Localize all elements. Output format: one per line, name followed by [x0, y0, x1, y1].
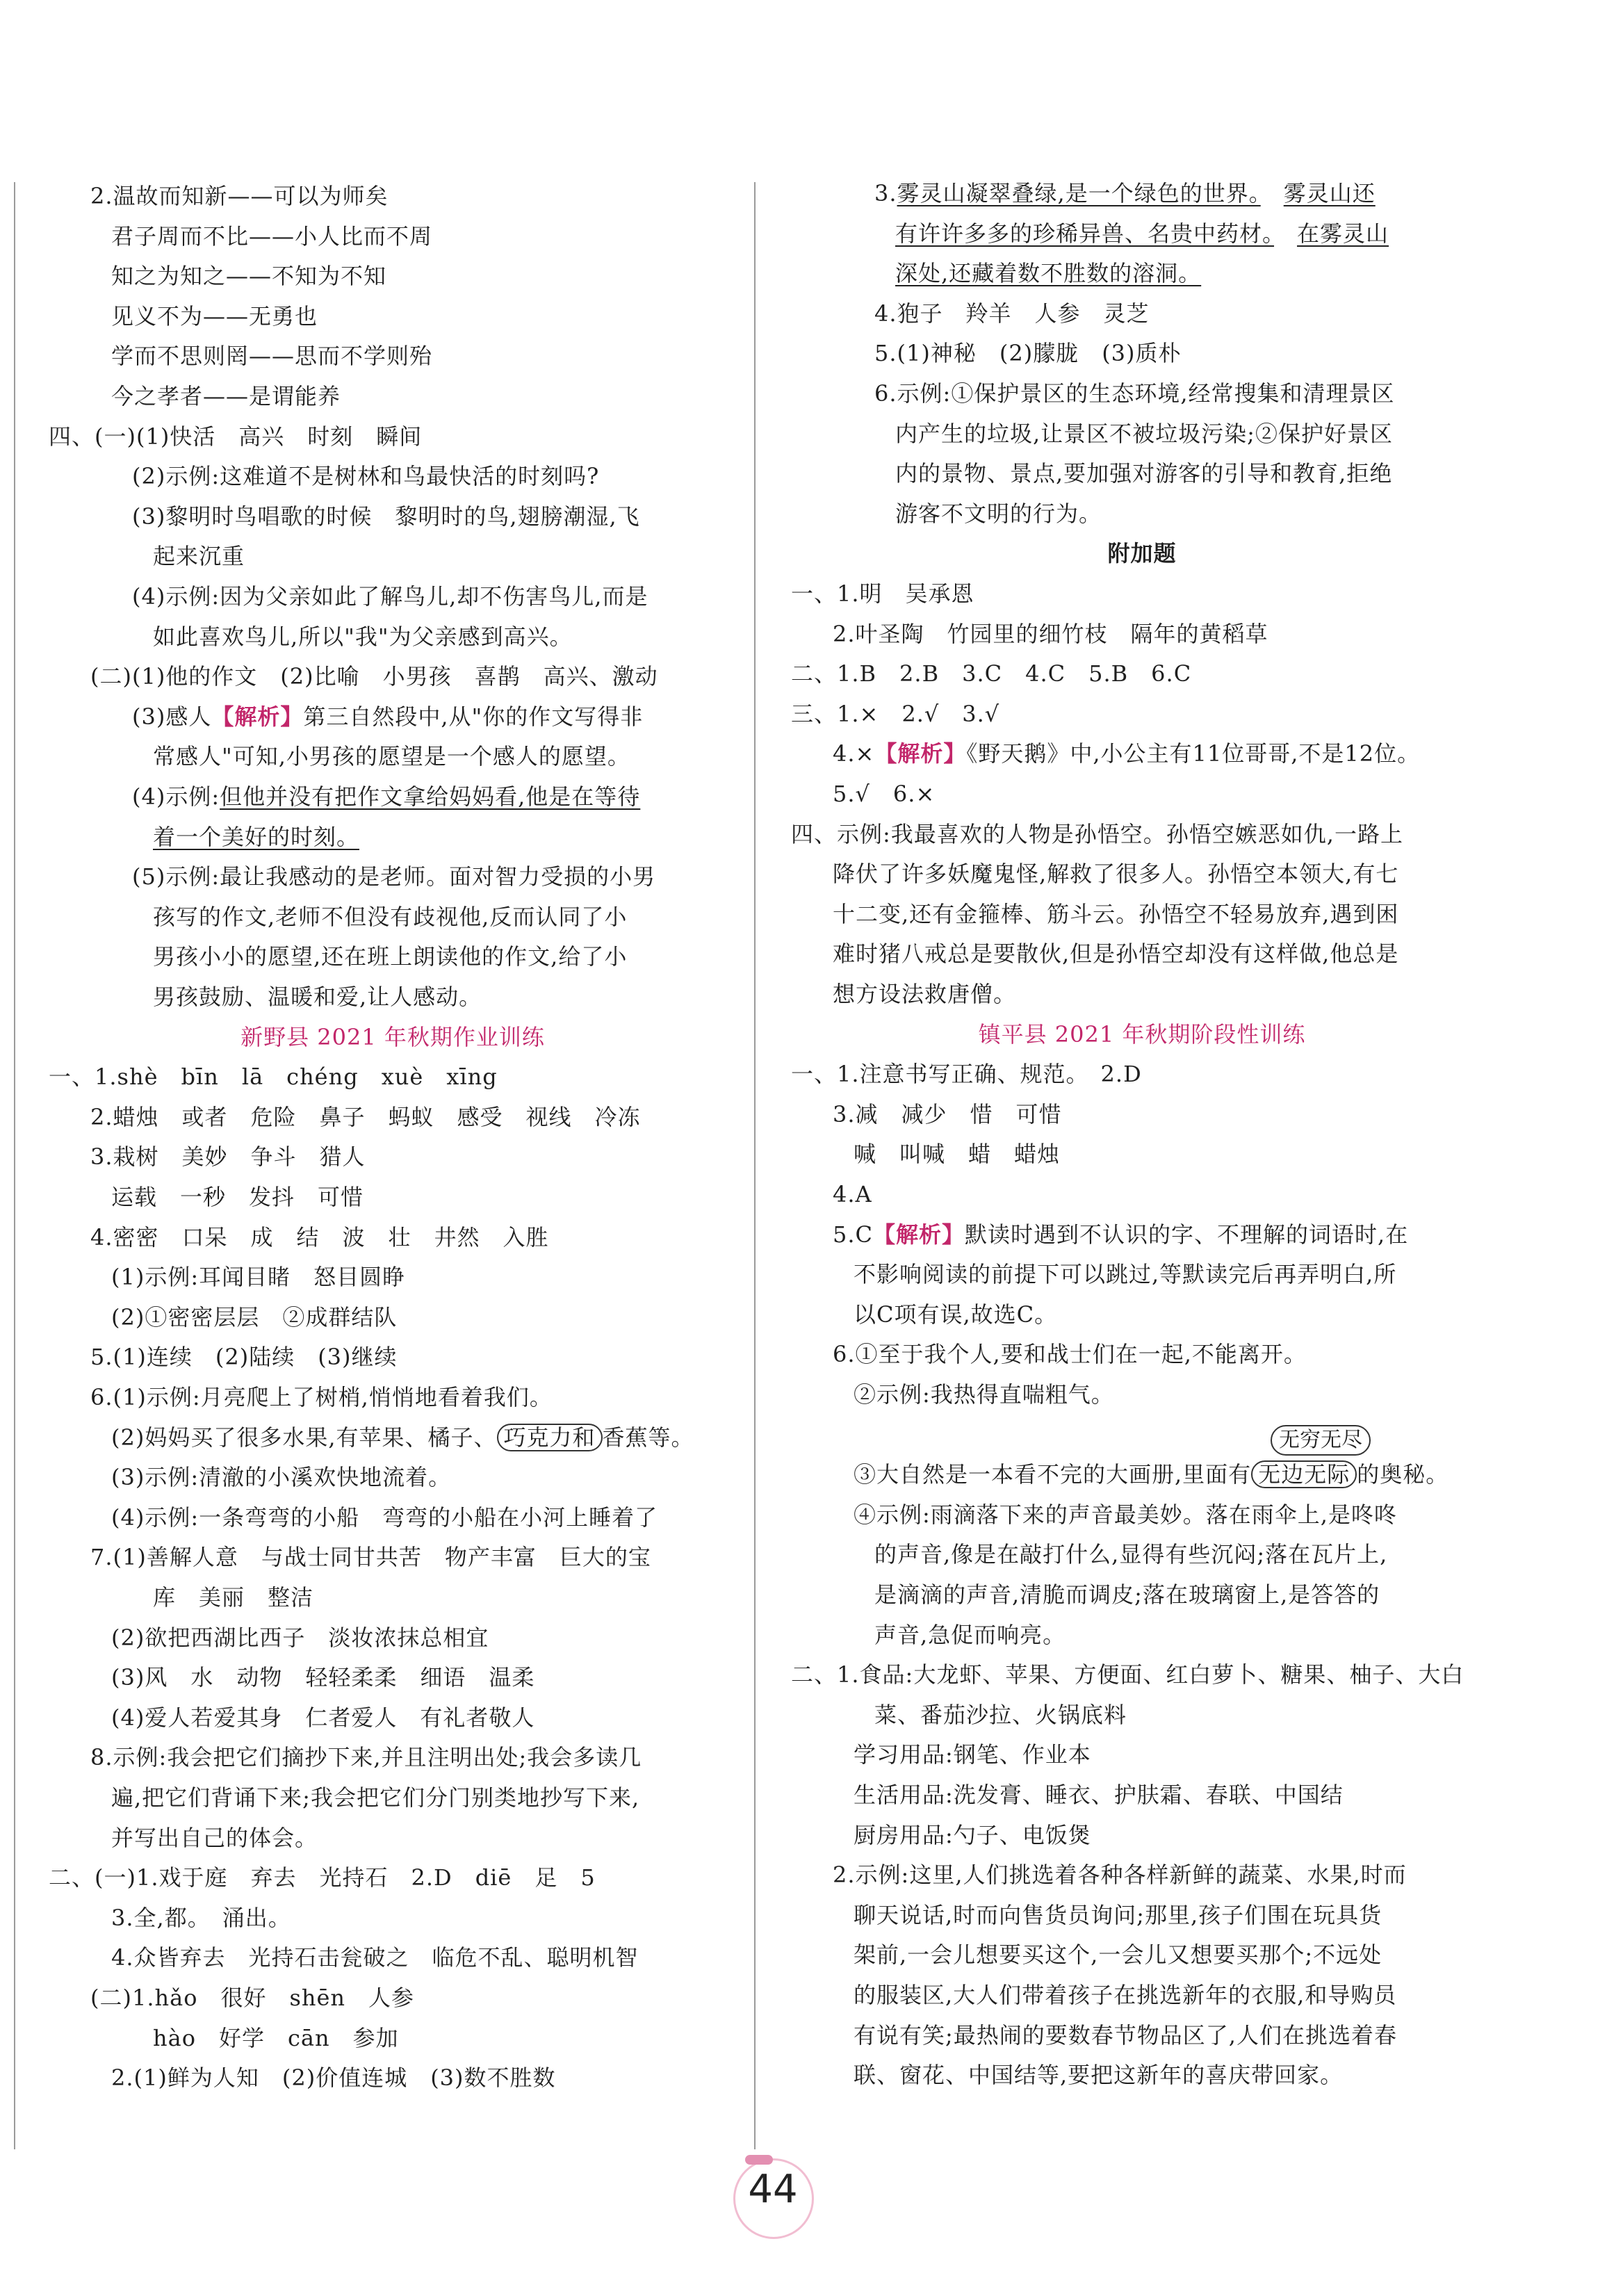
line-text: 知之为知之——不知为不知	[111, 263, 387, 290]
answer-line	[90, 1743, 642, 1771]
line-text: 聊天说话,时而向售货员询问;那里,孩子们围在玩具货	[854, 1901, 1382, 1928]
answer-line	[49, 1063, 498, 1091]
line-text: 不影响阅读的前提下可以跳过,等默读完后再弄明白,所	[854, 1261, 1397, 1288]
line-text: 学而不思则罔——思而不学则殆	[111, 343, 433, 370]
line-text: 男孩鼓励、温暖和爱,让人感动。	[153, 984, 482, 1010]
answer-line	[153, 903, 627, 931]
answer-line	[90, 1543, 651, 1571]
answer-line	[833, 1221, 1408, 1248]
line-text: 二、1.B 2.B 3.C 4.C 5.B 6.C	[791, 660, 1192, 687]
answer-line	[854, 1301, 1057, 1328]
underlined-answer: 在雾灵山	[1297, 220, 1389, 247]
answer-line	[90, 182, 389, 210]
line-text: 喊 叫喊 蜡 蜡烛	[854, 1141, 1061, 1168]
line-text: ②示例:我热得直喘粗气。	[854, 1381, 1114, 1408]
line-text: 2.示例:这里,人们挑选着各种各样新鲜的蔬菜、水果,时而	[833, 1862, 1407, 1889]
line-text: 见义不为——无勇也	[111, 302, 318, 329]
underlined-answer: 深处,还藏着数不胜数的溶洞。	[895, 260, 1202, 287]
line-text: 2.蜡烛 或者 危险 鼻子 蚂蚁 感受 视线 冷冻	[90, 1103, 641, 1130]
answer-line	[111, 1704, 534, 1732]
answer-line	[854, 1501, 1397, 1529]
answer-line	[111, 1303, 397, 1331]
line-text: ③大自然是一本看不完的大画册,里面有	[854, 1461, 1252, 1488]
line-text: 内产生的垃圾,让景区不被垃圾污染;②保护好景区	[895, 420, 1393, 447]
answer-line	[111, 1663, 534, 1691]
line-text: 4.A	[833, 1181, 872, 1207]
answer-line	[90, 1984, 414, 2012]
line-text: 如此喜欢鸟儿,所以"我"为父亲感到高兴。	[153, 623, 573, 650]
analysis-text: 第三自然段中,从"你的作文写得非	[303, 703, 644, 730]
line-text: 三、1.× 2.√ 3.√	[791, 700, 1000, 727]
line-text: 常感人"可知,小男孩的愿望是一个感人的愿望。	[153, 743, 630, 770]
answer-line	[874, 339, 1182, 367]
line-text: 有说有笑;最热闹的要数春节物品区了,人们在挑选着春	[854, 2021, 1397, 2049]
answer-line	[90, 1383, 553, 1411]
line-text: 运载 一秒 发抖 可惜	[111, 1184, 364, 1210]
line-text: 男孩小小的愿望,还在班上朗读他的作文,给了小	[153, 943, 628, 970]
line-text: 二、(一)1.戏于庭 弃去 光持石 2.D diē 足 5	[49, 1864, 596, 1891]
answer-line	[111, 1824, 318, 1852]
line-text: (4)示例:因为父亲如此了解鸟儿,却不伤害鸟儿,而是	[132, 583, 648, 610]
answer-line	[111, 262, 386, 290]
line-text: 遍,把它们背诵下来;我会把它们分门别类地抄写下来,	[111, 1784, 640, 1811]
answer-line	[111, 1904, 291, 1932]
underlined-answer: 着一个美好的时刻。	[153, 823, 360, 850]
line-text: 以C项有误,故选C。	[854, 1301, 1058, 1328]
answer-line	[874, 300, 1150, 327]
line-text: 的服装区,大人们带着孩子在挑选新年的衣服,和导购员	[854, 1982, 1397, 2008]
answer-line	[833, 740, 1420, 767]
answer-line	[90, 1103, 641, 1131]
gap	[1261, 180, 1284, 206]
answer-line	[111, 1424, 694, 1451]
correction-bubble: 无穷无尽	[1271, 1425, 1371, 1456]
line-text: 的声音,像是在敲打什么,显得有些沉闷;落在瓦片上,	[874, 1541, 1388, 1568]
answer-line	[791, 660, 1191, 687]
line-text: 四、(一)(1)快活 高兴 时刻 瞬间	[49, 423, 423, 450]
answer-line	[833, 780, 935, 808]
answer-line	[895, 420, 1393, 448]
answer-line	[153, 542, 245, 570]
line-text: 4.密密 口呆 成 结 波 壮 井然 入胜	[90, 1223, 549, 1251]
circled-word: 巧克力和	[497, 1424, 603, 1451]
line-text: 菜、番茄沙拉、火锅底料	[874, 1701, 1127, 1728]
line-text: 5.(1)神秘 (2)朦胧 (3)质朴	[874, 340, 1182, 367]
line-text: 4.×	[833, 740, 875, 767]
line-tail: 的奥秘。	[1357, 1461, 1449, 1488]
answer-line	[111, 1183, 364, 1211]
answer-line	[874, 1581, 1380, 1609]
analysis-text: 默读时遇到不认识的字、不理解的词语时,在	[965, 1221, 1409, 1248]
answer-line	[833, 1180, 872, 1208]
line-text: 难时猪八戒总是要散伙,但是孙悟空却没有这样做,他总是	[833, 941, 1399, 968]
line-text: 是滴滴的声音,清脆而调皮;落在玻璃窗上,是答答的	[874, 1581, 1380, 1608]
column-divider	[754, 182, 756, 2149]
line-text: (二)(1)他的作文 (2)比喻 小男孩 喜鹊 高兴、激动	[90, 663, 658, 690]
line-text: (3)黎明时鸟唱歌的时候 黎明时的鸟,翅膀潮湿,飞	[132, 503, 640, 530]
answer-line	[111, 1784, 639, 1811]
answer-line	[874, 179, 1376, 207]
answer-line	[111, 1463, 451, 1491]
circled-word: 无边无际	[1251, 1460, 1357, 1488]
answer-line	[833, 900, 1398, 928]
line-text: 并写出自己的体会。	[111, 1824, 318, 1851]
answer-line	[854, 1981, 1396, 2009]
line-text: 7.(1)善解人意 与战士同甘共苦 物产丰富 巨大的宝	[90, 1544, 651, 1571]
answer-line	[833, 860, 1398, 888]
section-title-zhenping: 镇平县 2021 年秋期阶段性训练	[978, 1020, 1306, 1048]
line-text: 十二变,还有金箍棒、筋斗云。孙悟空不轻易放弃,遇到困	[833, 900, 1399, 927]
answer-line	[111, 382, 341, 410]
analysis-tag: 【解析】	[873, 1221, 965, 1248]
answer-line	[132, 583, 648, 610]
answer-line	[132, 503, 640, 530]
answer-line	[111, 342, 432, 370]
answer-line	[153, 823, 359, 851]
answer-line	[791, 580, 974, 608]
page-number: 44	[748, 2167, 798, 2212]
answer-line	[833, 940, 1398, 968]
line-text: 今之孝者——是谓能养	[111, 383, 341, 409]
answer-line	[153, 983, 482, 1011]
line-text: 声音,急促而响亮。	[874, 1621, 1066, 1648]
line-text: (3)示例:清澈的小溪欢快地流着。	[111, 1464, 452, 1491]
answer-line	[854, 1260, 1396, 1288]
answer-line	[132, 703, 643, 731]
line-text: 联、窗花、中国结等,要把这新年的喜庆带回家。	[854, 2062, 1344, 2089]
line-text: 3.	[874, 180, 897, 206]
answer-line	[833, 1100, 1062, 1128]
answer-line	[854, 1821, 1091, 1849]
answer-line	[833, 980, 1016, 1008]
answer-line	[111, 1624, 489, 1652]
underlined-answer: 有许许多多的珍稀异兽、名贵中药材。	[895, 220, 1275, 247]
answer-line	[132, 863, 655, 890]
answer-line	[153, 943, 627, 970]
line-text: 降伏了许多妖魔鬼怪,解救了很多人。孙悟空本领大,有七	[833, 861, 1399, 888]
answer-line	[854, 2021, 1397, 2049]
analysis-tag: 【解析】	[211, 703, 304, 730]
line-text: 内的景物、景点,要加强对游客的引导和教育,拒绝	[895, 460, 1393, 487]
answer-line	[854, 2061, 1343, 2089]
answer-line	[111, 2064, 556, 2092]
answer-line	[854, 1741, 1091, 1768]
line-text: 5.(1)连续 (2)陆续 (3)继续	[90, 1344, 398, 1371]
line-tail: 香蕉等。	[602, 1424, 694, 1451]
line-text: 四、示例:我最喜欢的人物是孙悟空。孙悟空嫉恶如仇,一路上	[791, 820, 1403, 847]
section-title-extra: 附加题	[1107, 540, 1177, 567]
answer-line	[854, 1941, 1382, 1969]
line-text: 游客不文明的行为。	[895, 500, 1102, 527]
answer-line	[833, 1340, 1307, 1368]
answer-line	[791, 1060, 1142, 1088]
line-text: 一、1.shè bīn lā chéng xuè xīng	[49, 1064, 498, 1091]
answer-line	[153, 1583, 313, 1611]
answer-line	[874, 1701, 1127, 1729]
answer-line	[90, 662, 658, 690]
line-text: 5.√ 6.×	[833, 781, 936, 807]
line-text: 学习用品:钢笔、作业本	[854, 1741, 1091, 1768]
line-text: 二、1.食品:大龙虾、苹果、方便面、红白萝卜、糖果、柚子、大白	[791, 1661, 1464, 1688]
line-text: 6.示例:①保护景区的生态环境,经常搜集和清理景区	[874, 380, 1395, 407]
line-text: 4.狍子 羚羊 人参 灵芝	[874, 300, 1150, 327]
answer-line	[895, 500, 1102, 528]
answer-line	[90, 1343, 398, 1371]
answer-line	[153, 742, 630, 770]
answer-line	[791, 820, 1403, 848]
analysis-text: 《野天鹅》中,小公主有11位哥哥,不是12位。	[966, 740, 1421, 767]
answer-line	[874, 1540, 1387, 1568]
line-text: 君子周而不比——小人比而不周	[111, 222, 433, 250]
line-text: (4)爱人若爱其身 仁者爱人 有礼者敬人	[111, 1704, 535, 1731]
section-title-xinye: 新野县 2021 年秋期作业训练	[240, 1023, 545, 1050]
line-text: 8.示例:我会把它们摘抄下来,并且注明出处;我会多读几	[90, 1744, 642, 1771]
line-text: 6.①至于我个人,要和战士们在一起,不能离开。	[833, 1341, 1307, 1368]
answer-line	[132, 462, 599, 490]
line-text: (2)示例:这难道不是树林和鸟最快活的时刻吗?	[132, 463, 600, 490]
answer-line	[90, 1223, 549, 1251]
answer-line	[153, 623, 573, 651]
line-text: (二)1.hǎo 很好 shēn 人参	[90, 1985, 415, 2011]
line-text: 3.全,都。 涌出。	[111, 1904, 291, 1931]
line-text: (3)感人	[132, 703, 212, 730]
line-text: 2.温故而知新——可以为师矣	[90, 183, 389, 209]
answer-line	[854, 1381, 1114, 1408]
line-text: 厨房用品:勺子、电饭煲	[854, 1821, 1091, 1848]
line-text: 库 美丽 整洁	[153, 1584, 314, 1611]
line-text: (4)示例:	[132, 783, 220, 810]
line-text: 3.减 减少 惜 可惜	[833, 1100, 1062, 1127]
line-text: 5.C	[833, 1221, 874, 1248]
line-text: 生活用品:洗发膏、睡衣、护肤霜、春联、中国结	[854, 1782, 1344, 1808]
line-text: hào 好学 cān 参加	[153, 2024, 399, 2051]
line-text: 2.叶圣陶 竹园里的细竹枝 隔年的黄稻草	[833, 620, 1268, 647]
line-text: 想方设法救唐僧。	[833, 981, 1017, 1007]
answer-line	[833, 1861, 1407, 1889]
left-margin-rule	[14, 182, 15, 2149]
answer-line	[153, 2024, 399, 2052]
answer-line	[791, 1661, 1464, 1688]
line-text: 一、1.明 吴承恩	[791, 580, 974, 607]
line-text: (2)欲把西湖比西子 淡妆浓抹总相宜	[111, 1624, 489, 1651]
answer-line	[49, 423, 422, 450]
answer-line	[111, 1263, 405, 1291]
line-text: 3.栽树 美妙 争斗 猎人	[90, 1143, 366, 1171]
line-text: (2)①密密层层 ②成群结队	[111, 1303, 398, 1330]
line-text: (5)示例:最让我感动的是老师。面对智力受损的小男	[132, 863, 656, 890]
line-text: (1)示例:耳闻目睹 怒目圆睁	[111, 1264, 406, 1291]
answer-line	[895, 259, 1201, 287]
answer-line	[111, 1944, 639, 1971]
line-text: 孩写的作文,老师不但没有歧视他,反而认同了小	[153, 903, 628, 930]
answer-line	[833, 620, 1268, 648]
answer-line	[791, 700, 999, 728]
answer-line	[895, 220, 1389, 247]
underlined-answer: 雾灵山凝翠叠绿,是一个绿色的世界。	[897, 180, 1261, 206]
answer-line	[90, 1143, 366, 1171]
analysis-tag: 【解析】	[874, 740, 967, 767]
gap	[1274, 220, 1297, 247]
answer-line	[854, 1460, 1448, 1488]
line-text: 2.(1)鲜为人知 (2)价值连城 (3)数不胜数	[111, 2065, 556, 2092]
line-text: 6.(1)示例:月亮爬上了树梢,悄悄地看着我们。	[90, 1384, 553, 1410]
line-text: (4)示例:一条弯弯的小船 弯弯的小船在小河上睡着了	[111, 1504, 658, 1531]
answer-line	[111, 222, 432, 250]
underlined-answer: 雾灵山还	[1283, 180, 1376, 206]
line-text: (2)妈妈买了很多水果,有苹果、橘子、	[111, 1424, 497, 1451]
answer-line	[874, 1621, 1066, 1649]
line-text: 4.众皆弃去 光持石击瓮破之 临危不乱、聪明机智	[111, 1944, 639, 1971]
answer-line	[854, 1140, 1060, 1168]
underlined-answer: 但他并没有把作文拿给妈妈看,他是在等待	[220, 783, 641, 810]
line-text: 起来沉重	[153, 543, 245, 570]
line-text: 架前,一会儿想要买这个,一会儿又想要买那个;不远处	[854, 1941, 1382, 1969]
line-text: (3)风 水 动物 轻轻柔柔 细语 温柔	[111, 1664, 535, 1691]
answer-line	[854, 1781, 1344, 1809]
line-text: 一、1.注意书写正确、规范。 2.D	[791, 1061, 1142, 1088]
answer-line	[874, 380, 1395, 407]
answer-line	[854, 1901, 1382, 1929]
answer-line	[111, 1504, 658, 1531]
line-text: ④示例:雨滴落下来的声音最美妙。落在雨伞上,是咚咚	[854, 1501, 1397, 1528]
answer-line	[111, 302, 318, 330]
answer-line	[49, 1864, 596, 1891]
answer-line	[132, 783, 640, 811]
answer-line	[895, 459, 1392, 487]
